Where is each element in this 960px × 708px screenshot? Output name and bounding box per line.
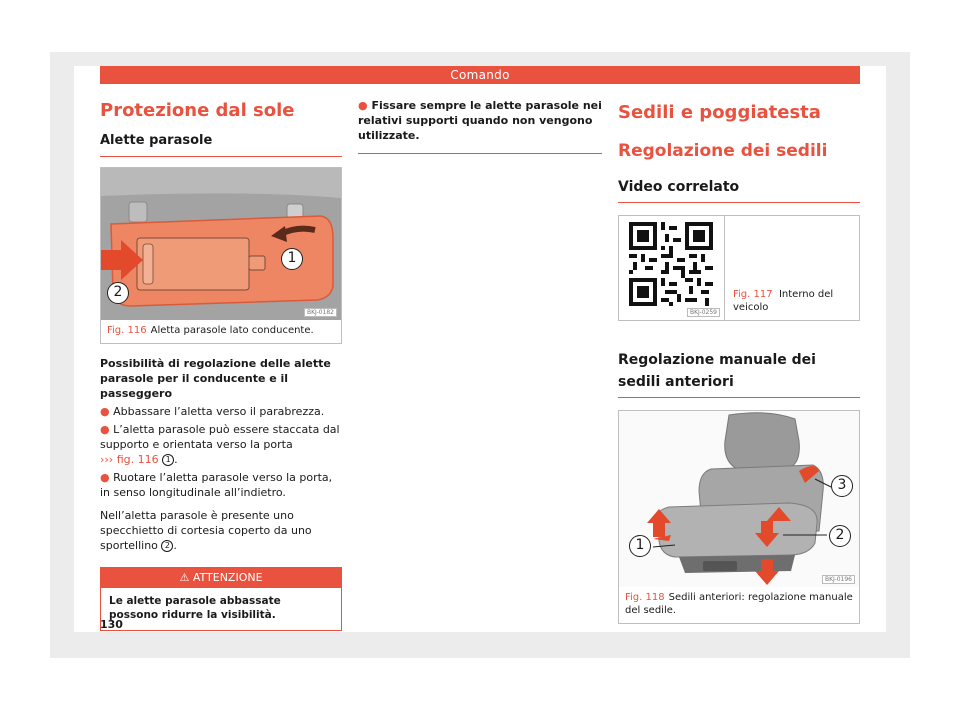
figure-number: Fig. 117: [733, 289, 773, 300]
figure-caption: [101, 320, 341, 343]
subsection-title: Regolazione manuale dei sedili anteriori: [618, 349, 860, 398]
seat-drawing: [619, 411, 859, 587]
figure-caption-text: Sedili anteriori: regolazione manuale del sedile.: [625, 592, 853, 616]
bullet-item: [100, 404, 342, 419]
column-left: [100, 84, 342, 631]
bullet-dot-icon: ●: [100, 471, 114, 484]
ref-arrow-icon: ›››: [100, 453, 114, 466]
sun-visor-illustration: [101, 168, 341, 320]
bullet-text: Abbassare l’aletta verso il parabrezza.: [113, 405, 325, 418]
figure-number: Fig. 116: [107, 325, 147, 336]
warning-header: [101, 568, 341, 588]
section-title: Regolazione dei sedili: [618, 141, 828, 161]
figure-116: [100, 167, 342, 344]
column-middle: [358, 84, 602, 154]
cross-reference-link[interactable]: [100, 453, 159, 466]
callout-1: 1: [629, 535, 651, 557]
callout-3: 3: [831, 475, 853, 497]
bullet-item: [100, 470, 342, 500]
column-right: [618, 84, 860, 624]
sun-visor-drawing: [101, 168, 341, 320]
bullet-dot-icon: ●: [100, 405, 114, 418]
warning-text: Le alette parasole abbassate possono ridurre la visibilità.: [109, 595, 281, 621]
bullet-text: L’aletta parasole può essere staccata dal supporto e orientata verso la porta: [100, 423, 340, 451]
warning-label: ATTENZIONE: [192, 571, 263, 584]
figure-caption: [619, 587, 859, 623]
ref-figure-label: fig. 116: [116, 453, 159, 466]
page-number: 130: [100, 618, 123, 631]
figure-caption-text: Interno del veicolo: [733, 289, 834, 313]
callout-ref-2: 2: [161, 540, 173, 552]
figure-code: BKJ-0182: [304, 308, 337, 317]
subsection-title: Alette parasole: [100, 132, 342, 157]
figure-code: BKJ-0259: [687, 308, 720, 317]
figure-118: [618, 410, 860, 624]
bullet-text: Ruotare l’aletta parasole verso la porta, in senso longitudinale all’indietro.: [100, 471, 333, 499]
warning-triangle-icon: ⚠: [179, 571, 190, 584]
figure-caption-text: Aletta parasole lato conducente.: [150, 325, 314, 336]
intro-text: Possibilità di regolazione delle alette parasole per il conducente e il passeggero: [100, 357, 331, 400]
figure-117-caption: [733, 288, 853, 314]
bullet-item: ● L’aletta parasole può essere staccata dal supporto e orientata verso la porta ››› fig. 116 1 .: [100, 423, 340, 466]
chapter-title: Sedili e poggiatesta: [618, 102, 821, 123]
callout-1: 1: [281, 248, 303, 270]
qr-code-panel[interactable]: [619, 216, 725, 320]
section-title: Protezione dal sole: [100, 100, 295, 121]
bullet-text: Fissare sempre le alette parasole nei relativi supporti quando non vengono utilizzate.: [358, 99, 602, 142]
paragraph-text: Nell’aletta parasole è presente uno specchietto di cortesia coperto da uno sportellino: [100, 509, 312, 552]
figure-code: BKJ-0196: [822, 575, 855, 584]
qr-code-icon: [629, 222, 713, 306]
callout-2: 2: [829, 525, 851, 547]
bullet-dot-icon: ●: [358, 99, 372, 112]
continued-bullet: [358, 98, 602, 154]
seat-illustration: [619, 411, 859, 587]
callout-ref-1: 1: [162, 454, 174, 466]
figure-117: [618, 215, 860, 321]
bullet-item: [358, 98, 602, 143]
section-header-bar: Comando: [100, 66, 860, 84]
warning-box: [100, 567, 342, 631]
video-heading: Video correlato: [618, 176, 860, 203]
figure-number: Fig. 118: [625, 592, 665, 603]
mirror-paragraph: Nell’aletta parasole è presente uno specchietto di cortesia coperto da uno sportellino 2 .: [100, 509, 312, 552]
bullet-dot-icon: ●: [100, 423, 114, 436]
callout-2: 2: [107, 282, 129, 304]
